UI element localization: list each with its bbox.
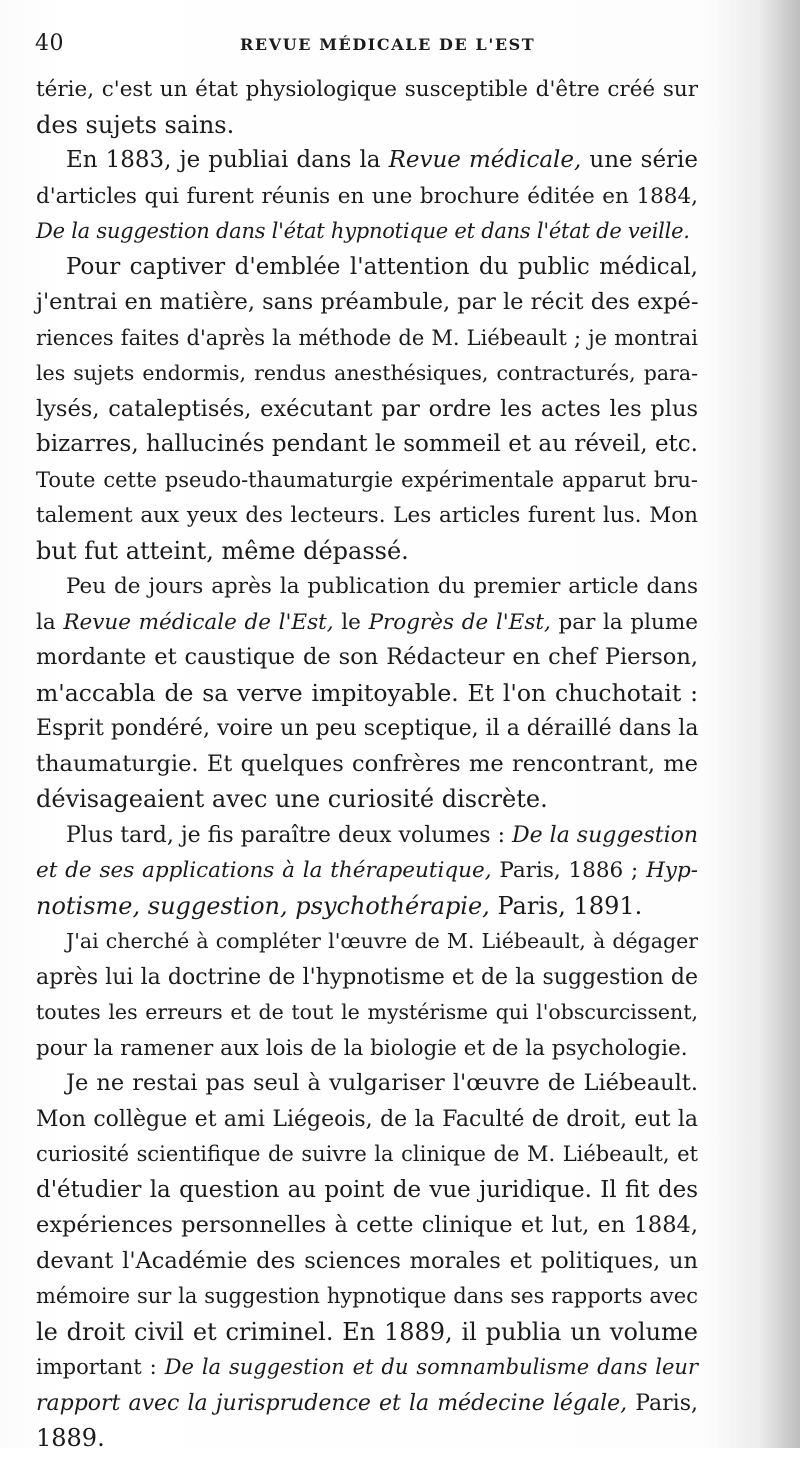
text-line: d'étudier la question au point de vue juridique. Il fit des <box>36 1176 698 1203</box>
text-line: J'ai cherché à compléter l'œuvre de M. Liébeault, à dégager <box>66 929 698 953</box>
text-line: Pour captiver d'emblée l'attention du public médical, <box>66 253 698 280</box>
text-line: m'accabla de sa verve impitoyable. Et l'on chuchotait : <box>36 678 698 707</box>
text-span: important : <box>36 1355 157 1379</box>
text-span: Paris, <box>635 1390 698 1416</box>
body-text <box>36 72 698 1457</box>
text-line: 1889. <box>36 1424 105 1452</box>
journal-title: Revue médicale de l'Est, <box>63 609 334 635</box>
journal-title: Progrès de l'Est, <box>368 609 551 635</box>
running-head: REVUE MÉDICALE DE L'EST <box>240 35 536 54</box>
text-line: Je ne restai pas seul à vulgariser l'œuvre de Liébeault. <box>66 1070 698 1096</box>
text-line: j'entrai en matière, sans préambule, par le récit des expé- <box>36 289 699 315</box>
text-line: toutes les erreurs et de tout le mystérisme qui l'obscurcissent, <box>36 1000 698 1024</box>
text-line: le droit civil et criminel. En 1889, il publia un volume <box>36 1317 698 1346</box>
text-line: mordante et caustique de son Rédacteur en chef Pierson, <box>36 644 698 670</box>
text-line: Mon collègue et ami Liégeois, de la Faculté de droit, eut la <box>36 1106 698 1132</box>
text-line <box>36 853 698 889</box>
text-line: lysés, cataleptisés, exécutant par ordre les actes les plus <box>36 395 698 422</box>
text-line: thaumaturgie. Et quelques confrères me rencontrant, me <box>36 750 698 777</box>
text-line <box>36 143 698 179</box>
text-line <box>36 605 698 641</box>
text-span: le <box>341 609 361 635</box>
text-span: par la plume <box>558 609 698 635</box>
text-line: d'articles qui furent réunis en une brochure éditée en 1884, <box>36 183 698 209</box>
book-title: et de ses applications à la thérapeutique, <box>36 858 492 883</box>
text-line: riences faites d'après la méthode de M. Liébeault ; je montrai <box>36 325 698 350</box>
book-title: Hyp- <box>646 858 698 883</box>
text-line: pour la ramener aux lois de la biologie et de la psychologie. <box>36 1035 688 1061</box>
text-line: talement aux yeux des lecteurs. Les articles furent lus. Mon <box>36 503 698 528</box>
text-span: Paris, 1886 ; <box>499 858 639 883</box>
text-span: Plus tard, je fis paraître deux volumes : <box>66 822 505 848</box>
text-line <box>36 1386 698 1422</box>
text-line <box>36 1350 698 1386</box>
text-line: expériences personnelles à cette clinique et lut, en 1884, <box>36 1212 698 1238</box>
text-span: En 1883, je publiai dans la <box>66 147 381 173</box>
book-title: De la suggestion et du somnambulisme dans leur <box>164 1355 698 1379</box>
book-title: notisme, suggestion, psychothérapie, <box>36 891 490 920</box>
book-title-line: De la suggestion dans l'état hypnotique et dans l'état de veille. <box>36 219 690 243</box>
text-line: Peu de jours après la publication du premier article dans <box>66 574 698 599</box>
journal-title: Revue médicale, <box>388 147 582 173</box>
page-number: 40 <box>35 31 64 56</box>
text-span: une série <box>589 147 699 173</box>
text-line: après lui la doctrine de l'hypnotisme et de la suggestion de <box>36 964 698 990</box>
text-line <box>36 818 698 854</box>
text-line: dévisageaient avec une curiosité discrète. <box>36 785 548 813</box>
text-line: les sujets endormis, rendus anesthésiques, contracturés, para- <box>36 361 698 385</box>
text-line <box>36 889 698 925</box>
text-span: la <box>36 609 56 635</box>
text-line: devant l'Académie des sciences morales et politiques, un <box>36 1247 698 1274</box>
text-line: curiosité scientifique de suivre la clinique de M. Liébeault, et <box>36 1142 698 1166</box>
book-title: De la suggestion <box>512 822 699 848</box>
text-line: but fut atteint, même dépassé. <box>36 536 409 565</box>
text-line: mémoire sur la suggestion hypnotique dans ses rapports avec <box>36 1284 698 1308</box>
text-line: Esprit pondéré, voire un peu sceptique, il a déraillé dans la <box>36 716 699 741</box>
text-line: des sujets sains. <box>36 110 235 139</box>
text-line: térie, c'est un état physiologique susceptible d'être créé sur <box>36 77 698 102</box>
text-span: Paris, 1891. <box>497 891 643 920</box>
book-title: rapport avec la jurisprudence et la médecine légale, <box>36 1390 628 1416</box>
text-line: bizarres, hallucinés pendant le sommeil et au réveil, etc. <box>36 431 698 457</box>
text-line: Toute cette pseudo-thaumaturgie expérimentale apparut bru- <box>36 467 698 492</box>
